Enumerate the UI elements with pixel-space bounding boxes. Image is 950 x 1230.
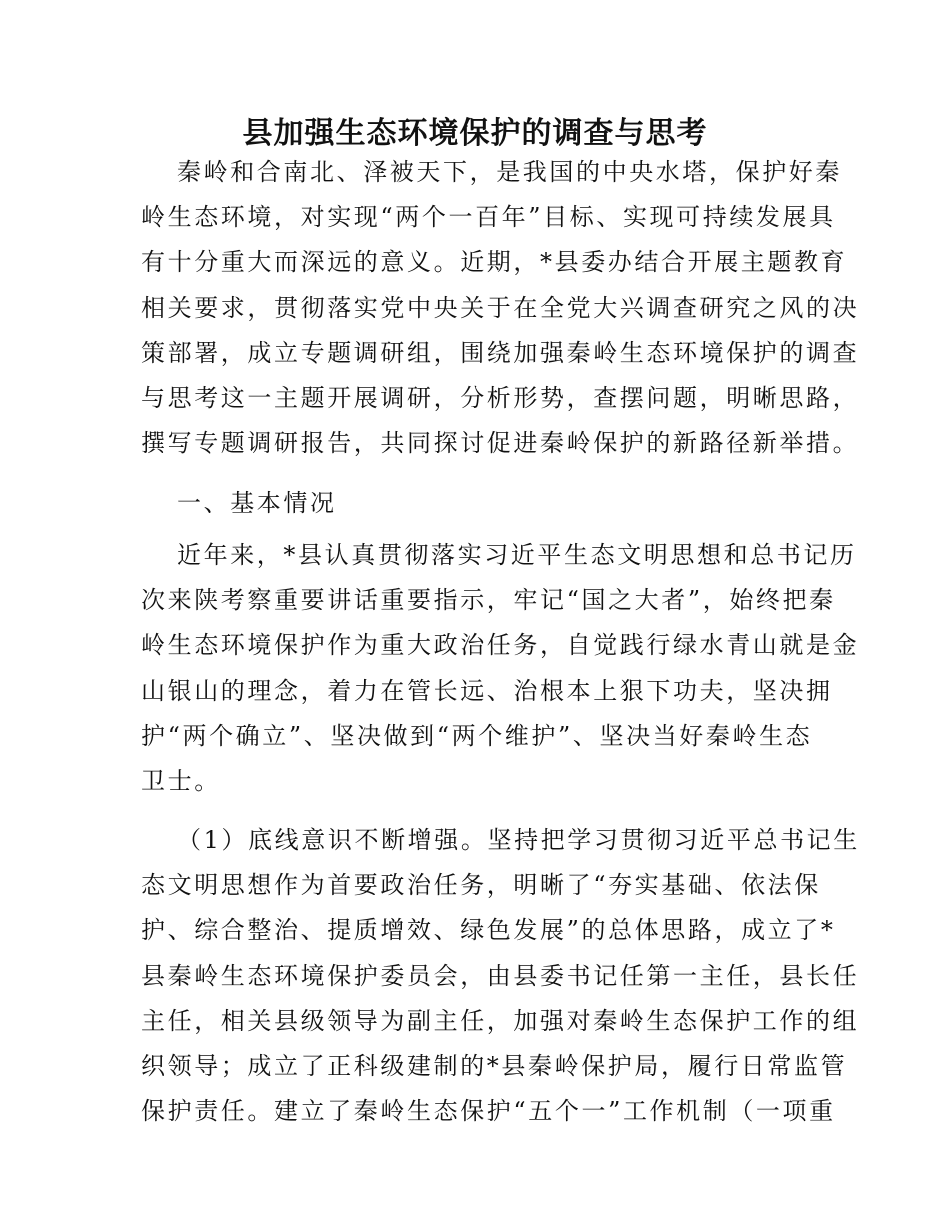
text-line: 护、综合整治、提质增效、绿色发展”的总体思路，成立了* <box>141 916 836 945</box>
section-heading-text: 一、基本情况 <box>177 489 337 517</box>
text-line: 近年来，*县认真贯彻落实习近平生态文明思想和总书记历 <box>177 541 857 569</box>
paragraph-intro <box>141 150 860 466</box>
paragraph-basic-situation <box>141 533 860 804</box>
text-line: 县秦岭生态环境保护委员会，由县委书记任第一主任，县长任 <box>141 961 860 990</box>
text-line: 相关要求，贯彻落实党中央关于在全党大兴调查研究之风的决 <box>141 293 860 322</box>
text-line: 织领导；成立了正科级建制的*县秦岭保护局，履行日常监管 <box>141 1051 848 1080</box>
text-line: 秦岭和合南北、泽被天下，是我国的中央水塔，保护好秦 <box>177 158 842 186</box>
section-heading <box>141 481 811 526</box>
text-line: 与思考这一主题开展调研，分析形势，查摆问题，明晰思路， <box>141 383 860 412</box>
text-line: 岭生态环境，对实现“两个一百年”目标、实现可持续发展具 <box>141 203 836 232</box>
text-line: 有十分重大而深远的意义。近期，*县委办结合开展主题教育 <box>141 248 848 277</box>
paragraph-bottom-line <box>141 818 860 1134</box>
text-line: 岭生态环境保护作为重大政治任务，自觉践行绿水青山就是金 <box>141 631 860 660</box>
document-title: 县加强生态环境保护的调查与思考 <box>242 116 708 151</box>
text-line: 态文明思想作为首要政治任务，明晰了“夯实基础、依法保 <box>141 871 821 900</box>
text-line: 保护责任。建立了秦岭生态保护“五个一”工作机制（一项重 <box>141 1097 836 1126</box>
text-line: 卫士。 <box>141 766 221 795</box>
text-line: 护“两个确立”、坚决做到“两个维护”、坚决当好秦岭生态 <box>141 721 813 750</box>
text-line: 主任，相关县级领导为副主任，加强对秦岭生态保护工作的组 <box>141 1006 860 1035</box>
text-line: 次来陕考察重要讲话重要指示，牢记“国之大者”，始终把秦 <box>141 586 836 615</box>
text-line: 撰写专题调研报告，共同探讨促进秦岭保护的新路径新举措。 <box>141 429 860 458</box>
text-line: （1）底线意识不断增强。坚持把学习贯彻习近平总书记生 <box>177 826 860 854</box>
text-line: 策部署，成立专题调研组，围绕加强秦岭生态环境保护的调查 <box>141 338 860 367</box>
text-line: 山银山的理念，着力在管长远、治根本上狠下功夫，坚决拥 <box>141 676 833 705</box>
